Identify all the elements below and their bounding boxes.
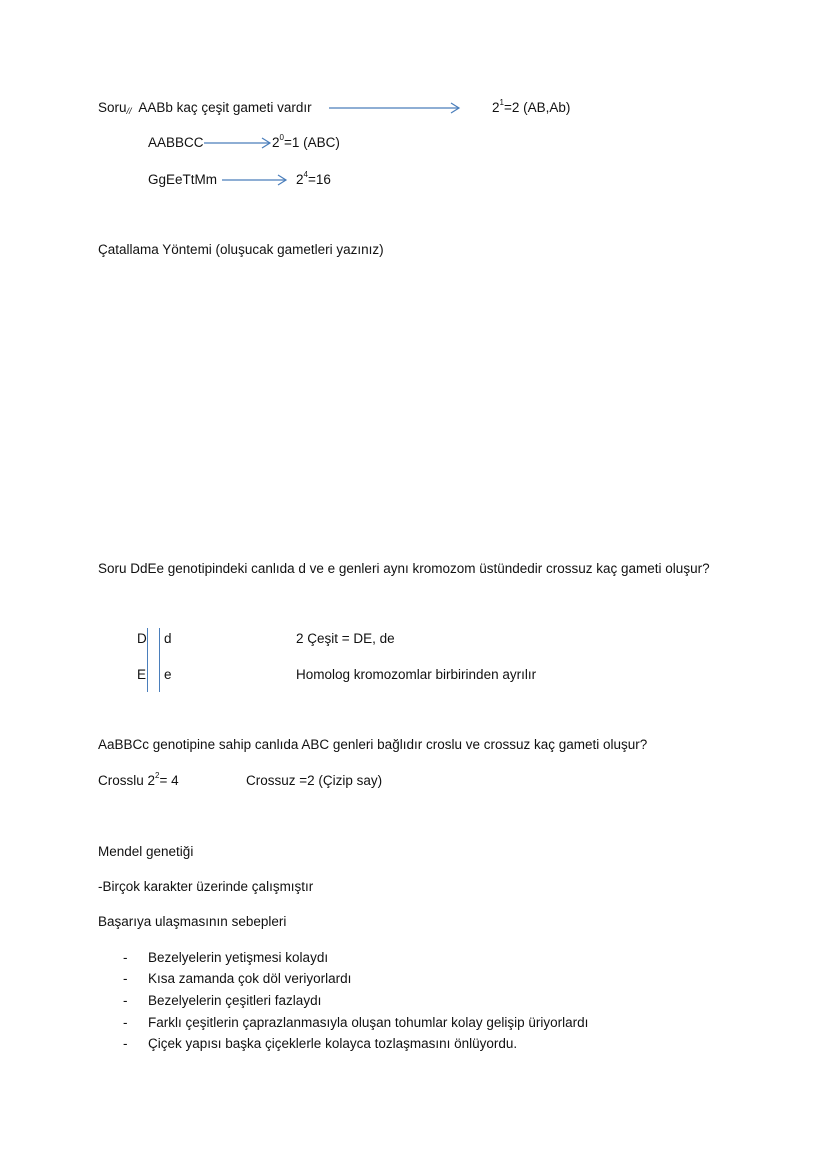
ex2-genotype: GgEeTtMm (148, 172, 218, 187)
catallama-heading: Çatallama Yöntemi (oluşucak gametleri yazınız) (98, 242, 384, 257)
q1-question (98, 100, 312, 116)
ex1-arrow (204, 137, 272, 149)
ex1-genotype: AABBCC (148, 135, 204, 150)
q1-arrow (329, 102, 461, 114)
chromosome-line-left (147, 628, 148, 692)
ex1-answer: $2^0=1$ (ABC) (272, 133, 340, 150)
allele-e: e (164, 667, 172, 682)
ex2-answer: $2^4=16$ (296, 170, 331, 187)
bullet-dash: - (123, 993, 128, 1008)
bullet-dash: - (123, 1036, 128, 1051)
list-item: Çiçek yapısı başka çiçeklerle kolayca tozlaşmasını önlüyordu. (148, 1036, 518, 1051)
q3-question: AaBBCc genotipine sahip canlıda ABC genleri bağlıdır croslu ve crossuz kaç gameti oluşur? (98, 737, 648, 752)
bullet-dash: - (123, 1015, 128, 1030)
bullet-dash: - (123, 971, 128, 986)
allele-D: D (137, 631, 147, 646)
allele-d: d (164, 631, 172, 646)
q3-crosslu: Crosslu $2^2= 4$ (98, 771, 179, 788)
list-item: Bezelyelerin çeşitleri fazlaydı (148, 993, 322, 1008)
q2-question: Soru DdEe genotipindeki canlıda d ve e genleri aynı kromozom üstündedir crossuz kaç gameti oluşur? (98, 561, 710, 576)
bullet-dash: - (123, 950, 128, 965)
q1-answer: $2^1=2$ (AB,Ab) (492, 98, 571, 115)
chromosome-result: 2 Çeşit = DE, de (296, 631, 395, 646)
list-item: Farklı çeşitlerin çaprazlanmasıyla oluşan tohumlar kolay gelişip üriyorlardı (148, 1015, 589, 1030)
mendel-line1: -Birçok karakter üzerinde çalışmıştır (98, 879, 314, 894)
chromosome-note: Homolog kromozomlar birbirinden ayrılır (296, 667, 537, 682)
q1-prefix: Soru (98, 100, 127, 115)
q3-crossuz: Crossuz =2 (Çizip say) (246, 773, 383, 788)
ex2-arrow (222, 174, 288, 186)
mendel-title: Mendel genetiği (98, 844, 194, 859)
chromosome-line-right (159, 628, 160, 692)
q1-question-text: AABb kaç çeşit gameti vardır (138, 100, 312, 115)
list-item: Bezelyelerin yetişmesi kolaydı (148, 950, 329, 965)
q1-prefix-sub: // (126, 106, 132, 116)
allele-E: E (137, 667, 147, 682)
mendel-reasons-title: Başarıya ulaşmasının sebepleri (98, 914, 287, 929)
list-item: Kısa zamanda çok döl veriyorlardı (148, 971, 352, 986)
